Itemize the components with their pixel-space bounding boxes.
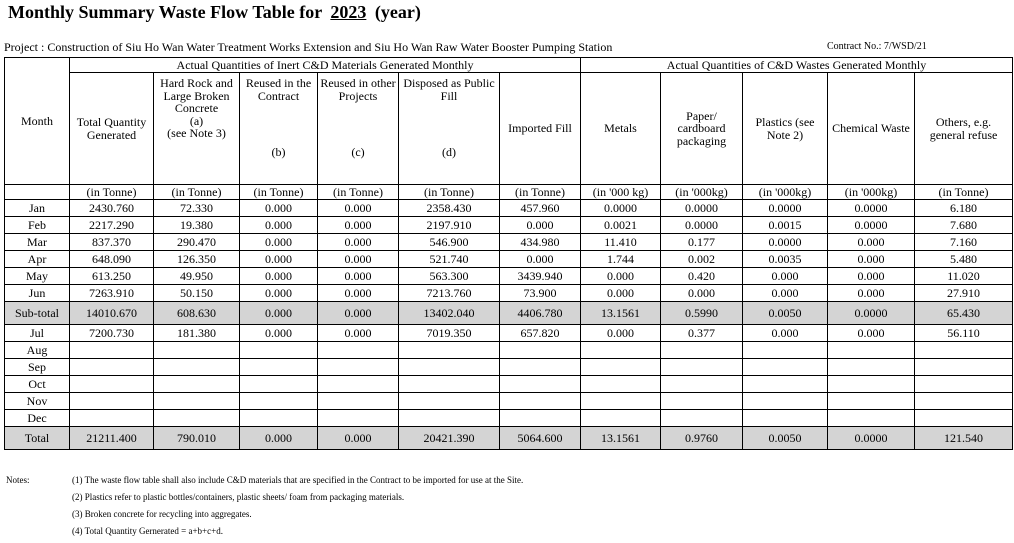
month-cell: Dec: [5, 410, 70, 427]
value-cell: 3439.940: [500, 268, 581, 285]
month-cell: Mar: [5, 234, 70, 251]
value-cell: 0.000: [240, 200, 318, 217]
value-cell: [500, 393, 581, 410]
subtotal-row: [5, 302, 1013, 325]
value-cell: 613.250: [70, 268, 154, 285]
month-cell: Feb: [5, 217, 70, 234]
value-cell: 0.177: [661, 234, 743, 251]
title-prefix: Monthly Summary Waste Flow Table for: [8, 2, 322, 22]
value-cell: 0.000: [500, 251, 581, 268]
unit-cell: (in Tonne): [70, 185, 154, 200]
value-cell: 0.420: [661, 268, 743, 285]
value-cell: [743, 342, 828, 359]
value-cell: 0.000: [318, 200, 399, 217]
value-cell: 0.000: [500, 217, 581, 234]
page-title: [8, 2, 421, 23]
value-cell: 0.0035: [743, 251, 828, 268]
value-cell: 546.900: [399, 234, 500, 251]
value-cell: 0.000: [240, 427, 318, 450]
value-cell: [318, 359, 399, 376]
value-cell: 0.000: [661, 285, 743, 302]
value-cell: 56.110: [915, 325, 1013, 342]
value-cell: [500, 376, 581, 393]
value-cell: [240, 410, 318, 427]
note-2: (2) Plastics refer to plastic bottles/containers, plastic sheets/ foam from packaging materials.: [72, 492, 405, 502]
value-cell: [154, 359, 240, 376]
month-cell: May: [5, 268, 70, 285]
project-name: Project : Construction of Siu Ho Wan Water Treatment Works Extension and Siu Ho Wan Raw Water Booster Pumping Station: [4, 40, 613, 54]
value-cell: 290.470: [154, 234, 240, 251]
value-cell: [828, 376, 915, 393]
value-cell: 0.0000: [661, 217, 743, 234]
value-cell: 2197.910: [399, 217, 500, 234]
table-row: [5, 393, 1013, 410]
value-cell: 0.0050: [743, 302, 828, 325]
month-cell: Total: [5, 427, 70, 450]
month-cell: Oct: [5, 376, 70, 393]
group-header-row: [5, 58, 1013, 73]
value-cell: 13.1561: [581, 427, 661, 450]
value-cell: 0.5990: [661, 302, 743, 325]
value-cell: 0.0000: [743, 200, 828, 217]
value-cell: 7019.350: [399, 325, 500, 342]
value-cell: 0.0000: [828, 200, 915, 217]
table-row: [5, 285, 1013, 302]
value-cell: [581, 342, 661, 359]
value-cell: 0.000: [318, 325, 399, 342]
value-cell: [581, 359, 661, 376]
title-suffix: (year): [374, 2, 421, 22]
value-cell: 2430.760: [70, 200, 154, 217]
value-cell: 0.000: [240, 325, 318, 342]
note-1: (1) The waste flow table shall also include C&D materials that are specified in the Contract to be imported for use at the Site.: [72, 475, 524, 485]
unit-cell: (in '000kg): [661, 185, 743, 200]
value-cell: [240, 376, 318, 393]
value-cell: [661, 342, 743, 359]
value-cell: 563.300: [399, 268, 500, 285]
value-cell: 0.000: [581, 285, 661, 302]
value-cell: 457.960: [500, 200, 581, 217]
table-row: [5, 376, 1013, 393]
value-cell: 0.002: [661, 251, 743, 268]
table-row: [5, 325, 1013, 342]
value-cell: 0.000: [240, 268, 318, 285]
col-imported: Imported Fill: [500, 73, 581, 185]
col-metals: Metals: [581, 73, 661, 185]
value-cell: 434.980: [500, 234, 581, 251]
col-others: Others, e.g. general refuse: [915, 73, 1013, 185]
unit-cell: (in '000kg): [743, 185, 828, 200]
month-cell: Apr: [5, 251, 70, 268]
value-cell: 0.000: [743, 285, 828, 302]
value-cell: [318, 410, 399, 427]
unit-cell: (in Tonne): [915, 185, 1013, 200]
value-cell: [661, 376, 743, 393]
value-cell: [661, 359, 743, 376]
value-cell: [743, 376, 828, 393]
value-cell: [70, 393, 154, 410]
unit-cell: (in Tonne): [318, 185, 399, 200]
value-cell: 1.744: [581, 251, 661, 268]
table-row: [5, 342, 1013, 359]
table-row: [5, 234, 1013, 251]
value-cell: 0.0000: [581, 200, 661, 217]
value-cell: 0.000: [240, 234, 318, 251]
value-cell: 7263.910: [70, 285, 154, 302]
value-cell: [318, 376, 399, 393]
value-cell: [915, 393, 1013, 410]
value-cell: [70, 410, 154, 427]
unit-cell: (in Tonne): [154, 185, 240, 200]
value-cell: 5064.600: [500, 427, 581, 450]
value-cell: 0.000: [743, 325, 828, 342]
table-row: [5, 251, 1013, 268]
month-cell: Nov: [5, 393, 70, 410]
value-cell: [915, 410, 1013, 427]
value-cell: 6.180: [915, 200, 1013, 217]
value-cell: [581, 393, 661, 410]
value-cell: [240, 393, 318, 410]
value-cell: [828, 393, 915, 410]
units-month-cell: [5, 185, 70, 200]
value-cell: [70, 342, 154, 359]
col-paper: Paper/ cardboard packaging: [661, 73, 743, 185]
column-header-row: [5, 73, 1013, 185]
value-cell: [318, 393, 399, 410]
value-cell: 20421.390: [399, 427, 500, 450]
value-cell: 0.0000: [661, 200, 743, 217]
value-cell: 13.1561: [581, 302, 661, 325]
value-cell: 0.000: [581, 325, 661, 342]
value-cell: 11.410: [581, 234, 661, 251]
col-reused-other: Reused in other Projects (c): [318, 73, 399, 185]
title-year: 2023: [330, 2, 367, 22]
value-cell: 4406.780: [500, 302, 581, 325]
month-header: Month: [5, 58, 70, 185]
value-cell: [915, 359, 1013, 376]
value-cell: 0.000: [828, 234, 915, 251]
month-cell: Sep: [5, 359, 70, 376]
month-cell: Sub-total: [5, 302, 70, 325]
value-cell: 181.380: [154, 325, 240, 342]
value-cell: [399, 410, 500, 427]
unit-cell: (in Tonne): [500, 185, 581, 200]
value-cell: 0.0021: [581, 217, 661, 234]
table-row: [5, 410, 1013, 427]
value-cell: [70, 359, 154, 376]
value-cell: 0.000: [828, 325, 915, 342]
value-cell: 14010.670: [70, 302, 154, 325]
value-cell: [154, 342, 240, 359]
value-cell: [318, 342, 399, 359]
month-cell: Jul: [5, 325, 70, 342]
value-cell: [70, 376, 154, 393]
value-cell: 2358.430: [399, 200, 500, 217]
value-cell: 0.000: [240, 217, 318, 234]
value-cell: 0.000: [240, 302, 318, 325]
value-cell: 0.000: [828, 268, 915, 285]
value-cell: 121.540: [915, 427, 1013, 450]
value-cell: 7.680: [915, 217, 1013, 234]
value-cell: 657.820: [500, 325, 581, 342]
table-row: [5, 268, 1013, 285]
month-cell: Jun: [5, 285, 70, 302]
value-cell: [581, 410, 661, 427]
unit-cell: (in Tonne): [399, 185, 500, 200]
value-cell: [500, 410, 581, 427]
table-row: [5, 359, 1013, 376]
value-cell: [154, 410, 240, 427]
value-cell: 49.950: [154, 268, 240, 285]
value-cell: 126.350: [154, 251, 240, 268]
value-cell: [500, 342, 581, 359]
col-plastics: Plastics (see Note 2): [743, 73, 828, 185]
value-cell: 13402.040: [399, 302, 500, 325]
table-row: [5, 200, 1013, 217]
col-reused-contract: Reused in the Contract (b): [240, 73, 318, 185]
value-cell: [743, 410, 828, 427]
waste-flow-table: [4, 57, 1013, 450]
value-cell: 50.150: [154, 285, 240, 302]
value-cell: 73.900: [500, 285, 581, 302]
table-row: [5, 217, 1013, 234]
value-cell: 0.0050: [743, 427, 828, 450]
value-cell: 0.000: [828, 251, 915, 268]
value-cell: 65.430: [915, 302, 1013, 325]
value-cell: [661, 393, 743, 410]
value-cell: 7200.730: [70, 325, 154, 342]
value-cell: [500, 359, 581, 376]
col-chemical: Chemical Waste: [828, 73, 915, 185]
value-cell: [661, 410, 743, 427]
value-cell: 19.380: [154, 217, 240, 234]
month-cell: Aug: [5, 342, 70, 359]
units-row: [5, 185, 1013, 200]
value-cell: 0.000: [240, 251, 318, 268]
value-cell: [154, 376, 240, 393]
value-cell: 72.330: [154, 200, 240, 217]
value-cell: [240, 342, 318, 359]
value-cell: 0.0000: [743, 234, 828, 251]
value-cell: 11.020: [915, 268, 1013, 285]
value-cell: 0.0000: [828, 302, 915, 325]
value-cell: [828, 359, 915, 376]
value-cell: 790.010: [154, 427, 240, 450]
value-cell: 5.480: [915, 251, 1013, 268]
notes-label: Notes:: [6, 475, 30, 485]
value-cell: 0.000: [318, 302, 399, 325]
unit-cell: (in '000kg): [828, 185, 915, 200]
value-cell: 0.0000: [828, 427, 915, 450]
value-cell: 0.000: [318, 217, 399, 234]
unit-cell: (in Tonne): [240, 185, 318, 200]
value-cell: 0.000: [828, 285, 915, 302]
value-cell: [399, 376, 500, 393]
value-cell: 27.910: [915, 285, 1013, 302]
value-cell: 0.9760: [661, 427, 743, 450]
value-cell: 7213.760: [399, 285, 500, 302]
value-cell: [399, 342, 500, 359]
value-cell: 21211.400: [70, 427, 154, 450]
month-cell: Jan: [5, 200, 70, 217]
group-inert-header: Actual Quantities of Inert C&D Materials Generated Monthly: [70, 58, 581, 73]
value-cell: 0.000: [318, 251, 399, 268]
value-cell: [743, 359, 828, 376]
note-4: (4) Total Quantity Gernerated = a+b+c+d.: [72, 526, 223, 536]
total-row: [5, 427, 1013, 450]
value-cell: 0.000: [318, 234, 399, 251]
value-cell: [828, 342, 915, 359]
col-total-qty: Total Quantity Generated: [70, 73, 154, 185]
value-cell: 521.740: [399, 251, 500, 268]
group-cd-header: Actual Quantities of C&D Wastes Generated Monthly: [581, 58, 1013, 73]
value-cell: [743, 393, 828, 410]
value-cell: 2217.290: [70, 217, 154, 234]
value-cell: [399, 359, 500, 376]
contract-number: Contract No.: 7/WSD/21: [827, 41, 927, 52]
value-cell: [240, 359, 318, 376]
value-cell: 0.000: [743, 268, 828, 285]
value-cell: 837.370: [70, 234, 154, 251]
value-cell: 0.000: [240, 285, 318, 302]
value-cell: 7.160: [915, 234, 1013, 251]
col-disposed: Disposed as Public Fill (d): [399, 73, 500, 185]
note-3: (3) Broken concrete for recycling into aggregates.: [72, 509, 252, 519]
value-cell: 0.000: [318, 427, 399, 450]
value-cell: 0.377: [661, 325, 743, 342]
value-cell: [828, 410, 915, 427]
value-cell: [915, 376, 1013, 393]
col-hard-rock: Hard Rock and Large Broken Concrete (a) (see Note 3): [154, 73, 240, 185]
value-cell: 0.000: [318, 268, 399, 285]
value-cell: 648.090: [70, 251, 154, 268]
value-cell: 0.0015: [743, 217, 828, 234]
value-cell: [399, 393, 500, 410]
value-cell: 0.0000: [828, 217, 915, 234]
unit-cell: (in '000 kg): [581, 185, 661, 200]
value-cell: 0.000: [581, 268, 661, 285]
value-cell: 0.000: [318, 285, 399, 302]
value-cell: [581, 376, 661, 393]
value-cell: [915, 342, 1013, 359]
value-cell: 608.630: [154, 302, 240, 325]
value-cell: [154, 393, 240, 410]
